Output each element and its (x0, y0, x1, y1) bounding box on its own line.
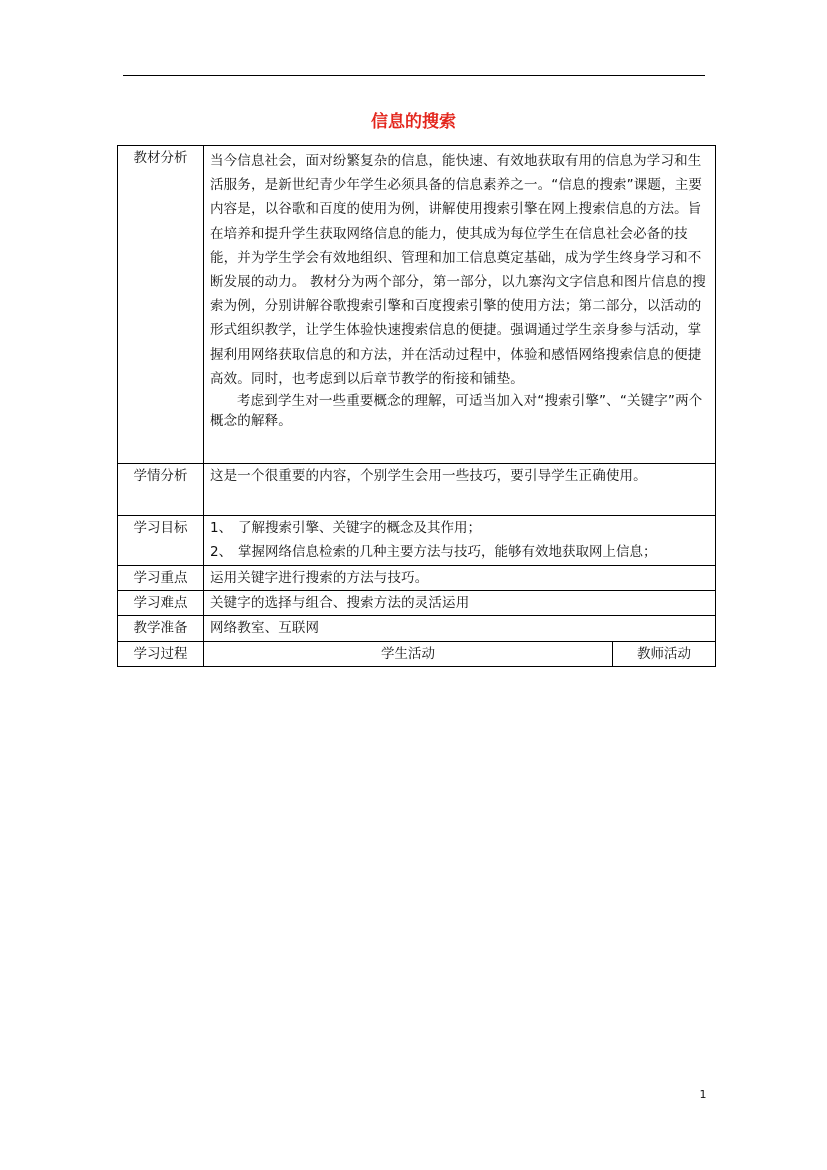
learner-analysis-cell (204, 464, 716, 516)
table-row-key-points (118, 566, 716, 591)
material-analysis-cell (204, 146, 716, 464)
row-label: 教材分析 (118, 146, 204, 464)
row-label: 学情分析 (118, 464, 204, 516)
concept-note-paragraph: 考虑到学生对一些重要概念的理解，可适当加入对“搜索引擎”、“关键字”两个概念的解释。 (210, 393, 703, 430)
list-item (210, 540, 709, 564)
table-row-learning-process (118, 641, 716, 666)
row-label: 学习重点 (118, 566, 204, 591)
header-rule (123, 75, 705, 76)
row-label: 教学准备 (118, 616, 204, 641)
student-activity-header: 学生活动 (204, 641, 613, 666)
teacher-activity-header: 教师活动 (613, 641, 716, 666)
page-number: 1 (699, 1088, 707, 1101)
key-points-cell (204, 566, 716, 591)
row-label: 学习难点 (118, 591, 204, 616)
goal-text: 掌握网络信息检索的几种主要方法与技巧，能够有效地获取网上信息； (238, 544, 657, 560)
preparation-cell (204, 616, 716, 641)
key-points-text: 运用关键字进行搜索的方法与技巧。 (210, 570, 429, 586)
learner-analysis-text: 这是一个很重要的内容，个别学生会用一些技巧，要引导学生正确使用。 (210, 468, 647, 484)
goal-text: 了解搜索引擎、关键字的概念及其作用； (238, 520, 481, 536)
table-row-material-analysis (118, 146, 716, 464)
row-label: 学习过程 (118, 641, 204, 666)
difficulties-cell (204, 591, 716, 616)
table-row-learning-goals (118, 516, 716, 566)
goal-number: 2、 (210, 544, 233, 560)
preparation-text: 网络教室、互联网 (210, 620, 320, 637)
row-label: 学习目标 (118, 516, 204, 566)
table-row-difficulties (118, 591, 716, 616)
list-item (210, 516, 709, 540)
material-analysis-paragraph: 当今信息社会，面对纷繁复杂的信息，能快速、有效地获取有用的信息为学习和生活服务，是新世纪青少年学生必须具备的信息素养之一。“信息的搜索”课题，主要内容是，以谷歌和百度的使用为例，讲解使用搜索引擎在网上搜索信息的方法。旨在培养和提升学生获取网络信息的能力，使其成为每位学生在信息社会必备的技能，并为学生学会有效地组织、管理和加工信息奠定基础，成为学生终身学习和不断发展的动力。 教材分为两个部分，第一部分，以九寨沟文字信息和图片信息的搜索为例，分别讲解谷歌搜索引擎和百度搜索引擎的使用方法；第二部分，以活动的形式组织教学，让学生体验快速搜索信息的便捷。强调通过学生亲身参与活动，掌握利用网络获取信息的和方法，并在活动过程中，体验和感悟网络搜索信息的便捷高效。同时，也考虑到以后章节教学的衔接和铺垫。 (210, 153, 706, 387)
table-row-preparation (118, 616, 716, 641)
lesson-plan-table (117, 145, 716, 667)
learning-goals-cell (204, 516, 716, 566)
goal-number: 1、 (210, 520, 233, 536)
page-title: 信息的搜索 (371, 112, 456, 132)
difficulties-text: 关键字的选择与组合、搜索方法的灵活运用 (210, 595, 470, 612)
table-row-learner-analysis (118, 464, 716, 516)
